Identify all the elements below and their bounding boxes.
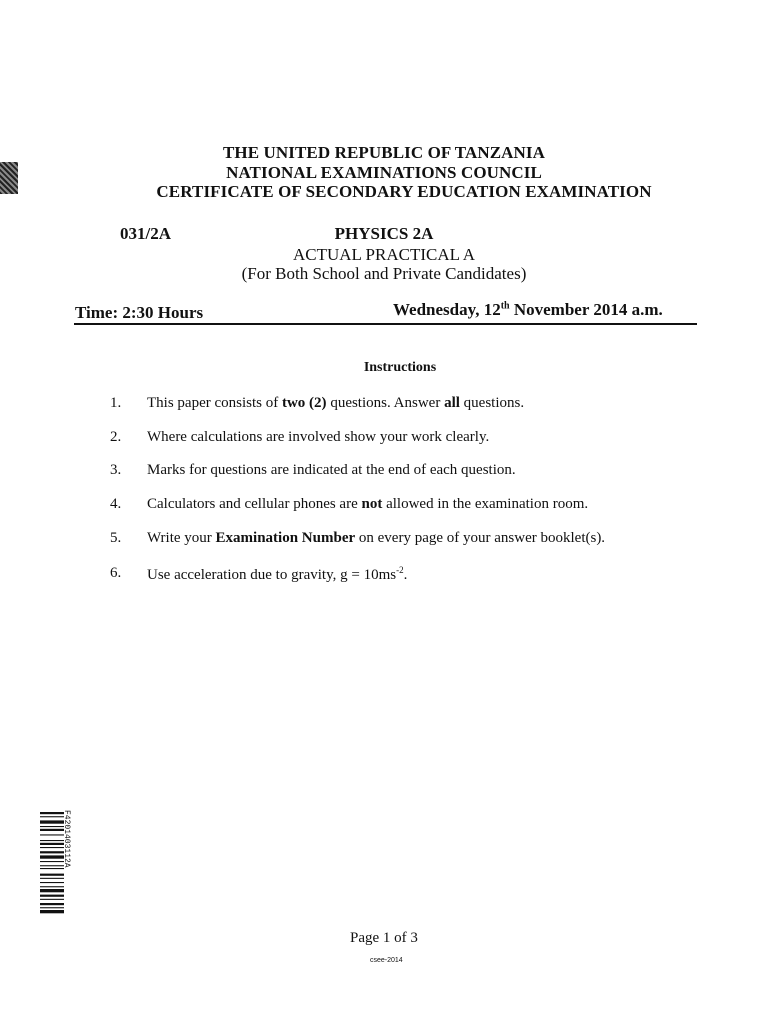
instructions-title: Instructions (363, 360, 437, 375)
barcode-bar (40, 889, 64, 892)
header-rule (74, 323, 697, 325)
text-sup: -2 (396, 565, 404, 575)
text-part: allowed in the examination room. (382, 496, 589, 512)
barcode-bar (40, 868, 64, 869)
footer-code: csee-2014 (370, 957, 403, 964)
instruction-text (147, 395, 524, 412)
exam-date (393, 300, 663, 320)
header-council: NATIONAL EXAMINATIONS COUNCIL (226, 163, 542, 182)
instruction-number: 3. (110, 462, 122, 478)
barcode-bar (40, 910, 64, 913)
instruction-number: 1. (110, 395, 122, 411)
instruction-number: 4. (110, 496, 122, 512)
instruction-text (147, 565, 407, 584)
text-part: This paper consists of (147, 395, 282, 411)
exam-time: Time: 2:30 Hours (75, 303, 204, 322)
instruction-number: 6. (110, 565, 122, 581)
barcode-bar (40, 886, 64, 887)
barcode-bar (40, 907, 64, 908)
text-part: on every page of your answer booklet(s). (355, 530, 606, 546)
text-part: Use acceleration due to gravity, g = 10ms (147, 567, 397, 583)
text-part: questions. (459, 395, 525, 411)
paper-candidates: (For Both School and Private Candidates) (241, 264, 527, 283)
text-bold: two (2) (281, 395, 327, 411)
barcode-bar (40, 895, 64, 897)
barcode-bar (40, 882, 64, 883)
header-exam: CERTIFICATE OF SECONDARY EDUCATION EXAMINATION (156, 182, 652, 201)
date-suffix: November 2014 a.m. (509, 300, 663, 319)
text-part: Write your (147, 530, 216, 546)
instruction-text (147, 496, 588, 513)
instruction-text: Where calculations are involved show your work clearly. (147, 429, 490, 445)
barcode-bar (40, 874, 64, 876)
page-number: Page 1 of 3 (350, 930, 418, 946)
instruction-text (147, 530, 605, 547)
barcode-bar (40, 903, 64, 905)
date-sup: th (500, 300, 510, 312)
barcode-bar (40, 878, 64, 879)
text-part: questions. Answer (326, 395, 445, 411)
instruction-number: 2. (110, 429, 122, 445)
text-part: . (403, 567, 408, 583)
instruction-number: 5. (110, 530, 122, 546)
text-bold: Examination Number (215, 530, 356, 546)
paper-title: ACTUAL PRACTICAL A (293, 245, 475, 264)
text-bold: all (444, 395, 460, 411)
barcode-number: F4201403112A (62, 810, 71, 868)
text-bold: not (361, 496, 383, 512)
header-country: THE UNITED REPUBLIC OF TANZANIA (222, 143, 546, 162)
paper-code: 031/2A (120, 224, 171, 243)
instruction-text: Marks for questions are indicated at the end of each question. (147, 462, 516, 478)
barcode-bar (40, 899, 64, 900)
date-prefix: Wednesday, 12 (393, 300, 501, 319)
paper-subject: PHYSICS 2A (334, 224, 434, 243)
text-part: Calculators and cellular phones are (147, 496, 362, 512)
